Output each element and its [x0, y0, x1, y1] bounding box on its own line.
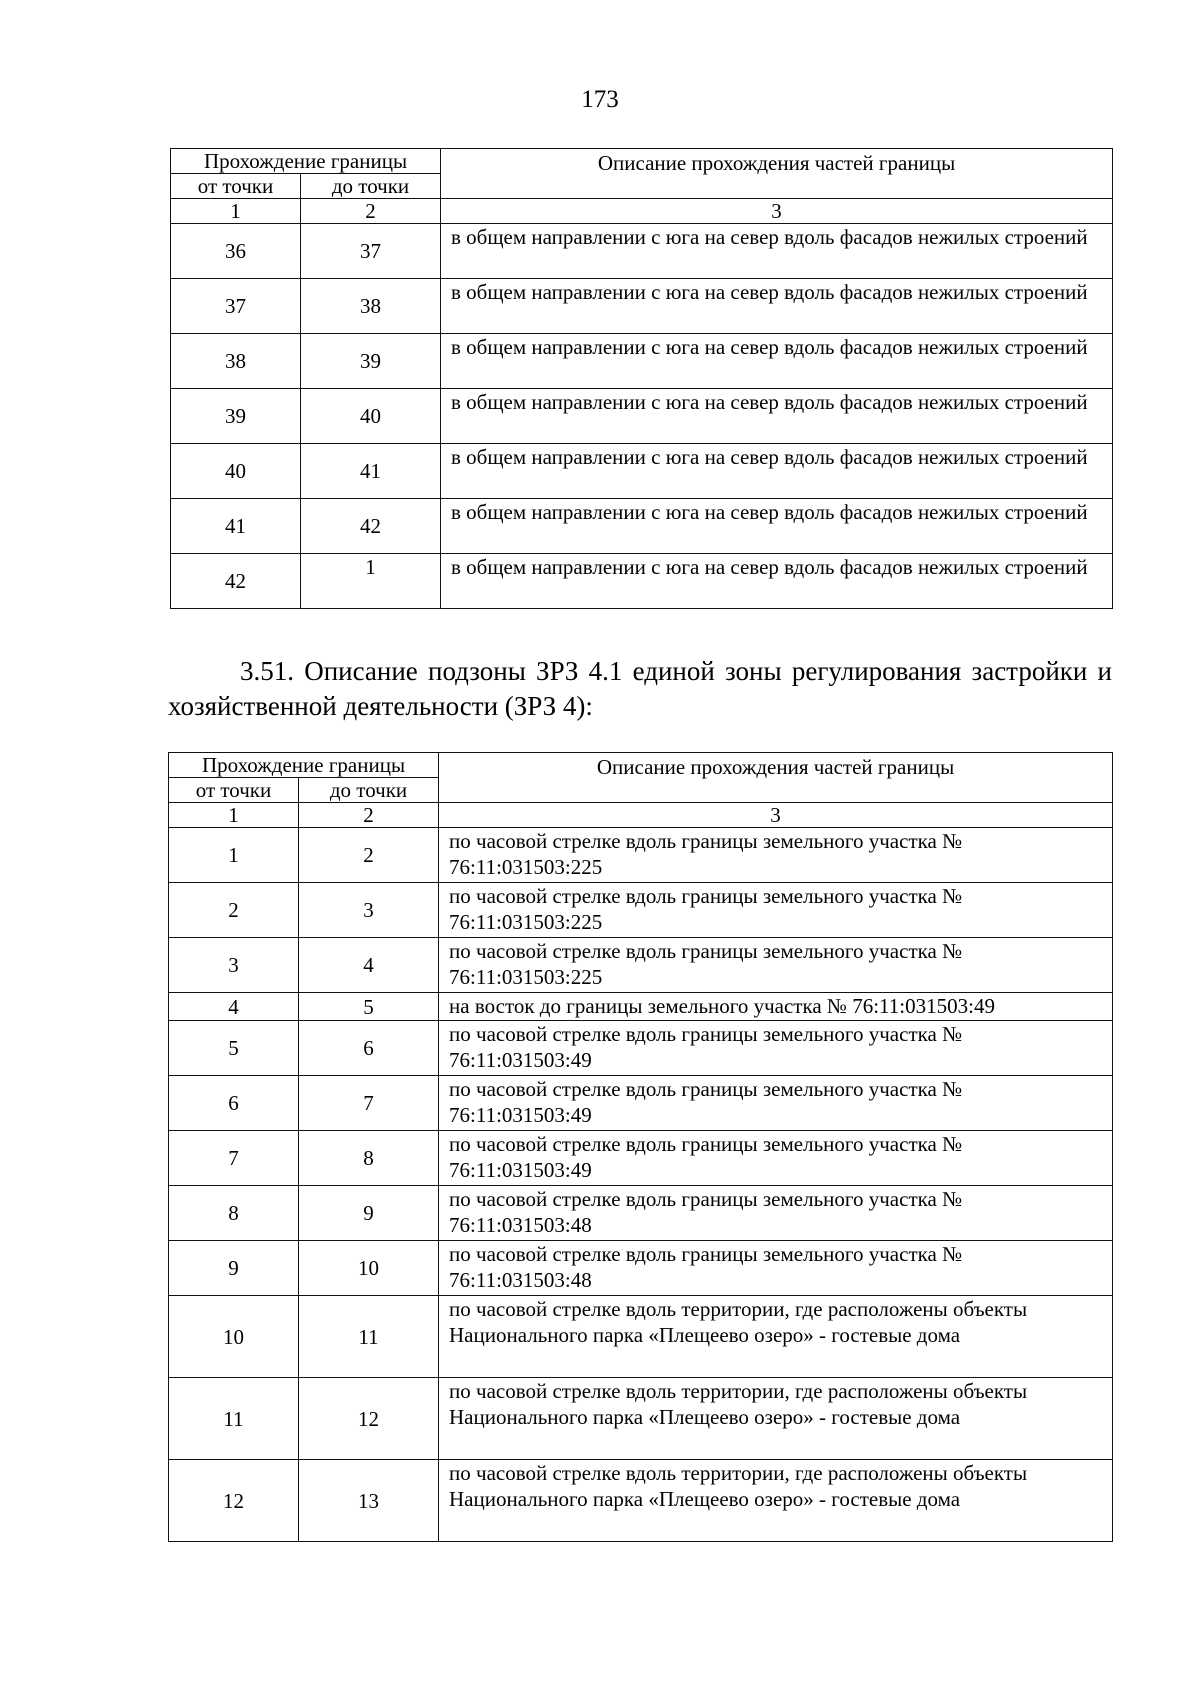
table-row: [169, 1241, 1113, 1296]
from-point-cell: 2: [169, 883, 299, 938]
to-point-cell: 5: [299, 993, 439, 1021]
to-point-cell: 3: [299, 883, 439, 938]
to-point-cell: 2: [299, 828, 439, 883]
header-passage: Прохождение границы: [169, 753, 439, 778]
header-col-number: 3: [441, 199, 1113, 224]
header-from-point: от точки: [171, 174, 301, 199]
description-cell: по часовой стрелке вдоль границы земельного участка № 76:11:031503:49: [439, 1021, 1113, 1076]
from-point-cell: 10: [169, 1296, 299, 1378]
to-point-cell: 9: [299, 1186, 439, 1241]
description-cell: по часовой стрелке вдоль границы земельного участка № 76:11:031503:225: [439, 883, 1113, 938]
boundary-table-1: [170, 148, 1113, 609]
description-cell: по часовой стрелке вдоль территории, где расположены объекты Национального парка «Плещеево озеро» - гостевые дома: [439, 1460, 1113, 1542]
description-cell: в общем направлении с юга на север вдоль фасадов нежилых строений: [441, 334, 1113, 389]
from-point-cell: 38: [171, 334, 301, 389]
table-row: [169, 1131, 1113, 1186]
to-point-cell: 37: [301, 224, 441, 279]
table-row: [171, 224, 1113, 279]
description-cell: по часовой стрелке вдоль границы земельного участка № 76:11:031503:49: [439, 1076, 1113, 1131]
header-from-point: от точки: [169, 778, 299, 803]
description-cell: в общем направлении с юга на север вдоль фасадов нежилых строений: [441, 279, 1113, 334]
from-point-cell: 36: [171, 224, 301, 279]
header-to-point: до точки: [301, 174, 441, 199]
table-row: [169, 883, 1113, 938]
header-description: Описание прохождения частей границы: [441, 149, 1113, 199]
from-point-cell: 4: [169, 993, 299, 1021]
section-heading: 3.51. Описание подзоны ЗРЗ 4.1 единой зоны регулирования застройки и хозяйственной деятельности (ЗРЗ 4):: [168, 656, 1112, 721]
header-passage: Прохождение границы: [171, 149, 441, 174]
table-row: [169, 1021, 1113, 1076]
to-point-cell: 41: [301, 444, 441, 499]
boundary-table-2: [168, 752, 1113, 1542]
description-cell: по часовой стрелке вдоль границы земельного участка № 76:11:031503:225: [439, 828, 1113, 883]
from-point-cell: 42: [171, 554, 301, 609]
from-point-cell: 37: [171, 279, 301, 334]
table-row: [169, 993, 1113, 1021]
table-row: [171, 499, 1113, 554]
description-cell: по часовой стрелке вдоль границы земельного участка № 76:11:031503:48: [439, 1241, 1113, 1296]
table-row: [169, 938, 1113, 993]
header-col-number: 1: [169, 803, 299, 828]
table-row: [169, 1460, 1113, 1542]
from-point-cell: 11: [169, 1378, 299, 1460]
description-cell: в общем направлении с юга на север вдоль фасадов нежилых строений: [441, 499, 1113, 554]
to-point-cell: 38: [301, 279, 441, 334]
description-cell: по часовой стрелке вдоль границы земельного участка № 76:11:031503:48: [439, 1186, 1113, 1241]
to-point-cell: 4: [299, 938, 439, 993]
to-point-cell: 11: [299, 1296, 439, 1378]
table-row: [171, 389, 1113, 444]
description-cell: на восток до границы земельного участка № 76:11:031503:49: [439, 993, 1113, 1021]
header-description: Описание прохождения частей границы: [439, 753, 1113, 803]
to-point-cell: 1: [301, 554, 441, 609]
page-number: 173: [581, 86, 619, 113]
from-point-cell: 7: [169, 1131, 299, 1186]
to-point-cell: 7: [299, 1076, 439, 1131]
table-row: [169, 1378, 1113, 1460]
from-point-cell: 12: [169, 1460, 299, 1542]
header-col-number: 3: [439, 803, 1113, 828]
to-point-cell: 6: [299, 1021, 439, 1076]
table-row: [169, 1296, 1113, 1378]
header-col-number: 2: [301, 199, 441, 224]
description-cell: в общем направлении с юга на север вдоль фасадов нежилых строений: [441, 444, 1113, 499]
description-cell: в общем направлении с юга на север вдоль фасадов нежилых строений: [441, 389, 1113, 444]
from-point-cell: 8: [169, 1186, 299, 1241]
from-point-cell: 6: [169, 1076, 299, 1131]
from-point-cell: 1: [169, 828, 299, 883]
table-row: [171, 554, 1113, 609]
to-point-cell: 39: [301, 334, 441, 389]
table-row: [169, 1076, 1113, 1131]
from-point-cell: 3: [169, 938, 299, 993]
table-row: [171, 444, 1113, 499]
table-row: [171, 334, 1113, 389]
to-point-cell: 42: [301, 499, 441, 554]
description-cell: по часовой стрелке вдоль границы земельного участка № 76:11:031503:49: [439, 1131, 1113, 1186]
header-to-point: до точки: [299, 778, 439, 803]
header-col-number: 1: [171, 199, 301, 224]
description-cell: в общем направлении с юга на север вдоль фасадов нежилых строений: [441, 224, 1113, 279]
to-point-cell: 40: [301, 389, 441, 444]
from-point-cell: 39: [171, 389, 301, 444]
description-cell: по часовой стрелке вдоль территории, где расположены объекты Национального парка «Плещеево озеро» - гостевые дома: [439, 1296, 1113, 1378]
to-point-cell: 12: [299, 1378, 439, 1460]
header-col-number: 2: [299, 803, 439, 828]
table-row: [169, 828, 1113, 883]
description-cell: в общем направлении с юга на север вдоль фасадов нежилых строений: [441, 554, 1113, 609]
from-point-cell: 40: [171, 444, 301, 499]
to-point-cell: 8: [299, 1131, 439, 1186]
description-cell: по часовой стрелке вдоль территории, где расположены объекты Национального парка «Плещеево озеро» - гостевые дома: [439, 1378, 1113, 1460]
table-row: [169, 1186, 1113, 1241]
from-point-cell: 9: [169, 1241, 299, 1296]
from-point-cell: 5: [169, 1021, 299, 1076]
description-cell: по часовой стрелке вдоль границы земельного участка № 76:11:031503:225: [439, 938, 1113, 993]
table-row: [171, 279, 1113, 334]
from-point-cell: 41: [171, 499, 301, 554]
to-point-cell: 10: [299, 1241, 439, 1296]
to-point-cell: 13: [299, 1460, 439, 1542]
